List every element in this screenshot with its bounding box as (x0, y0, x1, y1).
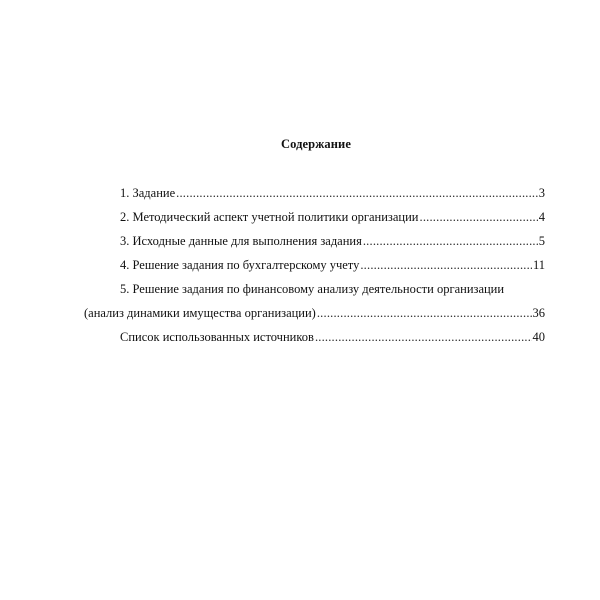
toc-entry-title: 5. Решение задания по финансовому анализу деятельности организации (120, 282, 505, 296)
toc-entry (120, 280, 545, 298)
toc-entry-title: 1. Задание (120, 186, 176, 200)
toc-leader-dots (363, 232, 538, 250)
toc-entry-page: 40 (532, 330, 545, 344)
toc-entry-page: 36 (532, 306, 545, 320)
toc-entry-title: Список использованных источников (120, 330, 314, 344)
toc-entry-title: 3. Исходные данные для выполнения задания (120, 234, 362, 248)
toc-leader-dots (315, 328, 532, 346)
toc-entry-page: 3 (538, 186, 545, 200)
toc-entry-page: 5 (538, 234, 545, 248)
toc-entry-continuation (84, 304, 545, 322)
toc-leader-dots (317, 304, 532, 322)
toc-entry-title: 2. Методический аспект учетной политики организации (120, 210, 419, 224)
toc-leader-dots (420, 208, 538, 226)
toc-entry-title: 4. Решение задания по бухгалтерскому учету (120, 258, 360, 272)
toc-entry-page: 11 (532, 258, 545, 272)
toc-entry (120, 208, 545, 226)
toc-entry (120, 256, 545, 274)
toc-entry (120, 232, 545, 250)
toc-entry-title: (анализ динамики имущества организации) (84, 306, 316, 320)
toc-title: Содержание (280, 137, 351, 151)
toc-entry-page: 4 (538, 210, 545, 224)
toc-entry (120, 184, 545, 202)
toc-leader-dots (176, 184, 538, 202)
toc-leader-dots (360, 256, 532, 274)
toc-entry (120, 328, 545, 346)
